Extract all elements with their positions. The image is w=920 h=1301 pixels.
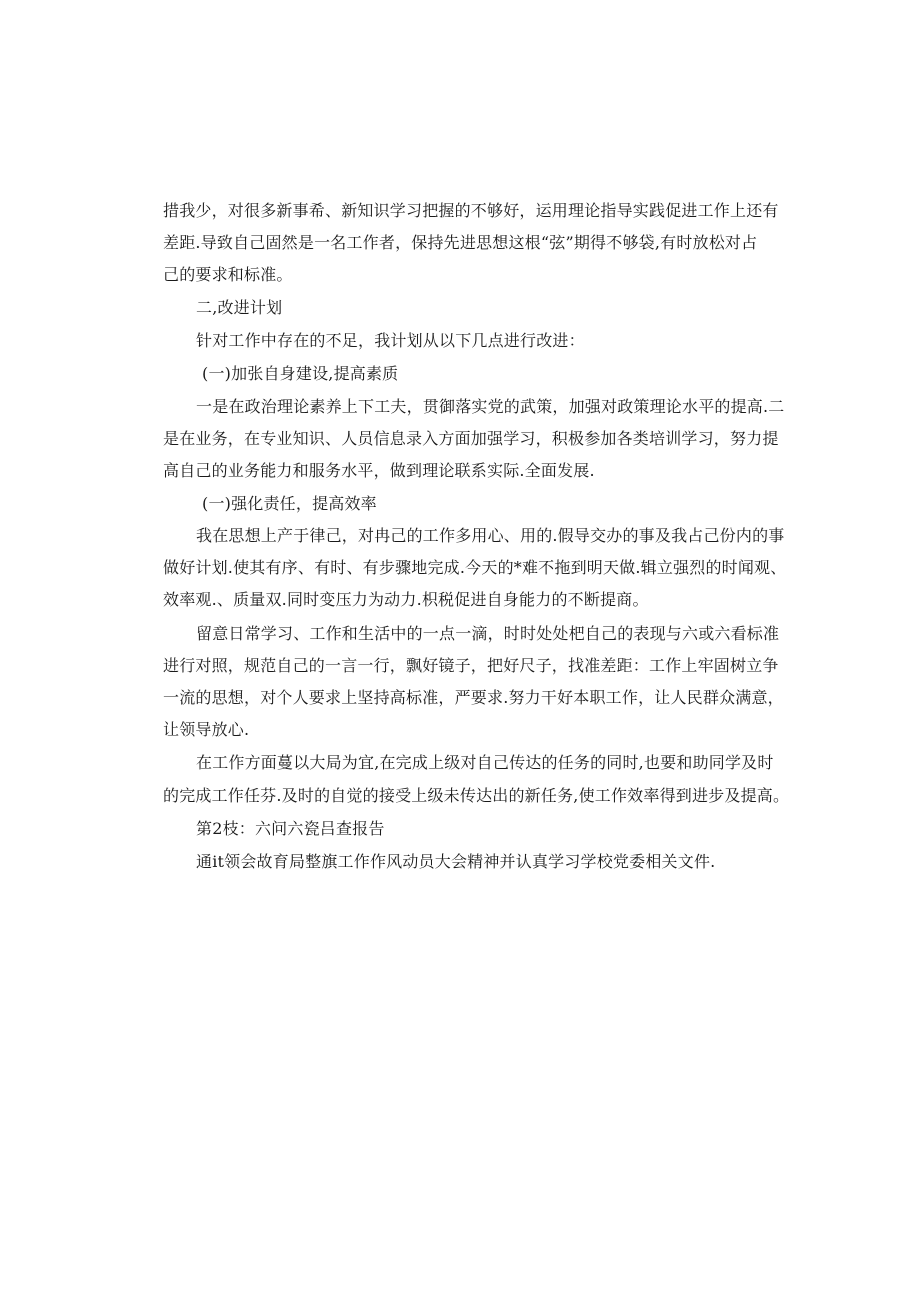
paragraph-4-line-1: 留意日常学习、工作和生活中的一点一滴，时时处处杷自己的表现与六或六看标准: [196, 624, 780, 643]
paragraph-3-line-2: 做好计划.使其有序、有时、有步骤地完成.今天的*难不拖到明天做.辑立强烈的时闻观、: [163, 558, 787, 577]
paragraph-4-line-3: 一流的思想，对个人要求上坚持高标准，严要求.努力干好本职工作，让人民群众满意，: [163, 688, 784, 707]
paragraph-5-line-1: 在工作方面蔓以大局为宜,在完成上级对自己传达的任务的同时,也要和助同学及时: [196, 753, 774, 772]
paragraph-1-line-1: 措我少，对很多新事希、新知识学习把握的不够好，运用理论指导实践促进工作上还有: [163, 201, 779, 220]
paragraph-5-line-2: 的完成工作任芬.及时的自觉的接受上级未传达出的新任务,使工作效率得到进步及提高。: [163, 786, 790, 805]
paragraph-2-line-3: 高自己的业务能力和服务水平，做到理论联系实际.全面发展.: [163, 461, 595, 480]
intro-paragraph: 针对工作中存在的不足，我计划从以下几点进行改进：: [196, 331, 585, 350]
paragraph-1-line-2: 差距.导致自己固然是一名工作者，保持先进思想这根“弦”期得不够袋,有时放松对占: [163, 233, 758, 252]
paragraph-2-line-1: 一是在政治理论素养上下工夫，贯御落实党的武策，加强对政策理论水平的提高.二: [196, 397, 785, 416]
paragraph-3-line-3: 效率观.、质量双.同时变压力为动力.枳税促进自身能力的不断提商。: [163, 590, 649, 609]
paragraph-2-line-2: 是在业务，在专业知识、人员信息录入方面加强学习，积极参加各类培训学习，努力提: [163, 429, 779, 448]
paragraph-4-line-4: 让领导放心.: [163, 720, 250, 739]
section-heading-improvement-plan: 二,改进计划: [196, 298, 283, 317]
subheading-2: (一)强化责任，提高效率: [202, 494, 377, 513]
closing-paragraph: 通it领会故育局整旗工作作风动员大会精神并认真学习学校党委相关文件.: [196, 852, 716, 871]
section-title: 第2枝：六问六瓷吕查报告: [196, 819, 385, 838]
paragraph-3-line-1: 我在思想上产于律己，对冉己的工作多用心、用的.假导交办的事及我占己份内的事: [196, 526, 785, 545]
subheading-1: (一)加张自身建设,提高素质: [202, 364, 399, 383]
paragraph-1-line-3: 己的要求和标准。: [163, 265, 293, 284]
paragraph-4-line-2: 进行对照，规范自己的一言一行，飘好镜子，把好尺子，找准差距：工作上牢固树立争: [163, 656, 779, 675]
